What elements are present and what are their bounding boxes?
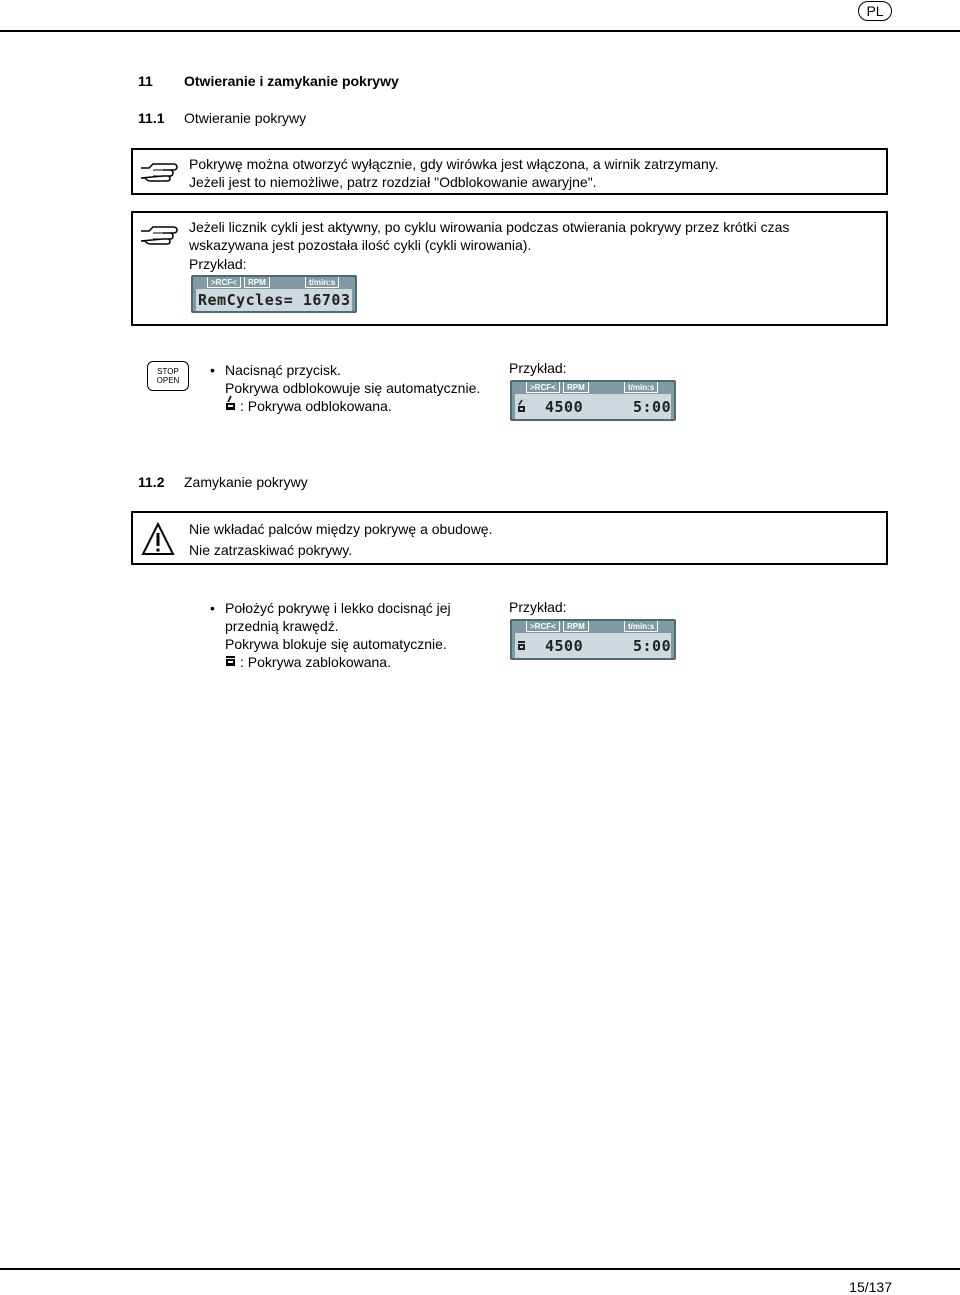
header-rule [0, 30, 960, 32]
lcd-text: RemCycles= 16703 [198, 291, 351, 309]
example-label: Przykład: [509, 360, 567, 376]
lid-unlocked-icon [225, 392, 237, 414]
warning-box [131, 511, 888, 565]
example-label: Przykład: [509, 599, 567, 615]
lcd-tab-rpm: RPM [563, 382, 589, 393]
lcd-tab-time: t/min:s [305, 277, 339, 288]
instruction-line: przednią krawędź. [225, 618, 339, 634]
lcd-speed: 4500 [545, 398, 584, 416]
note-line: Jeżeli jest to niemożliwe, patrz rozdział "Odblokowanie awaryjne". [189, 174, 597, 190]
lcd-time: 5:00 [633, 637, 672, 655]
lcd-tab-time: t/min:s [624, 382, 658, 393]
example-label: Przykład: [189, 256, 247, 272]
note-box [131, 211, 888, 326]
subsection-number: 11.2 [138, 474, 165, 490]
instruction-line: : Pokrywa odblokowana. [240, 398, 392, 414]
note-line: Jeżeli licznik cykli jest aktywny, po cyklu wirowania podczas otwierania pokrywy przez krótki czas [189, 219, 790, 235]
subsection-heading [138, 110, 306, 126]
lcd-time: 5:00 [633, 398, 672, 416]
note-box [131, 148, 888, 195]
lid-locked-icon [517, 640, 527, 652]
lcd-display [510, 619, 676, 660]
subsection-heading [138, 474, 308, 490]
lid-unlocked-icon [517, 398, 527, 414]
note-line: wskazywana jest pozostała ilość cykli (cykli wirowania). [189, 237, 532, 253]
language-badge: PL [858, 1, 892, 21]
stop-open-key[interactable] [147, 361, 189, 391]
warning-line: Nie wkładać palców między pokrywę a obudowę. [189, 521, 493, 537]
footer-rule [0, 1268, 960, 1270]
instruction-line: : Pokrywa zablokowana. [240, 654, 391, 670]
instruction-line: • Położyć pokrywę i lekko docisnąć jej [225, 599, 451, 617]
subsection-title: Zamykanie pokrywy [184, 474, 308, 490]
open-instructions [225, 361, 480, 415]
lid-locked-icon [225, 655, 237, 669]
instruction-line: Pokrywa odblokowuje się automatycznie. [225, 380, 481, 396]
lcd-tab-rpm: RPM [563, 621, 589, 632]
lcd-display [510, 380, 676, 421]
pointing-hand-icon [139, 223, 179, 247]
subsection-title: Otwieranie pokrywy [184, 110, 307, 126]
lcd-tab-rcf: >RCF< [526, 621, 560, 632]
lcd-display [191, 275, 357, 313]
lcd-tab-rpm: RPM [244, 277, 270, 288]
subsection-number: 11.1 [138, 110, 165, 126]
section-number: 11 [138, 73, 153, 89]
lcd-tab-rcf: >RCF< [526, 382, 560, 393]
lcd-speed: 4500 [545, 637, 584, 655]
instruction-line: • Nacisnąć przycisk. [225, 361, 480, 379]
lcd-tab-rcf: >RCF< [207, 277, 241, 288]
key-label-stop: STOP [157, 367, 179, 376]
warning-line: Nie zatrzaskiwać pokrywy. [189, 542, 353, 558]
section-title: Otwieranie i zamykanie pokrywy [184, 73, 399, 89]
warning-triangle-icon [141, 522, 175, 556]
note-line: Pokrywę można otworzyć wyłącznie, gdy wirówka jest włączona, a wirnik zatrzymany. [189, 156, 719, 172]
close-instructions [225, 599, 451, 671]
key-label-open: OPEN [156, 376, 180, 385]
lcd-tab-time: t/min:s [624, 621, 658, 632]
page-number: 15/137 [849, 1279, 892, 1295]
instruction-line: Pokrywa blokuje się automatycznie. [225, 636, 447, 652]
pointing-hand-icon [139, 160, 179, 184]
section-heading [138, 73, 399, 89]
